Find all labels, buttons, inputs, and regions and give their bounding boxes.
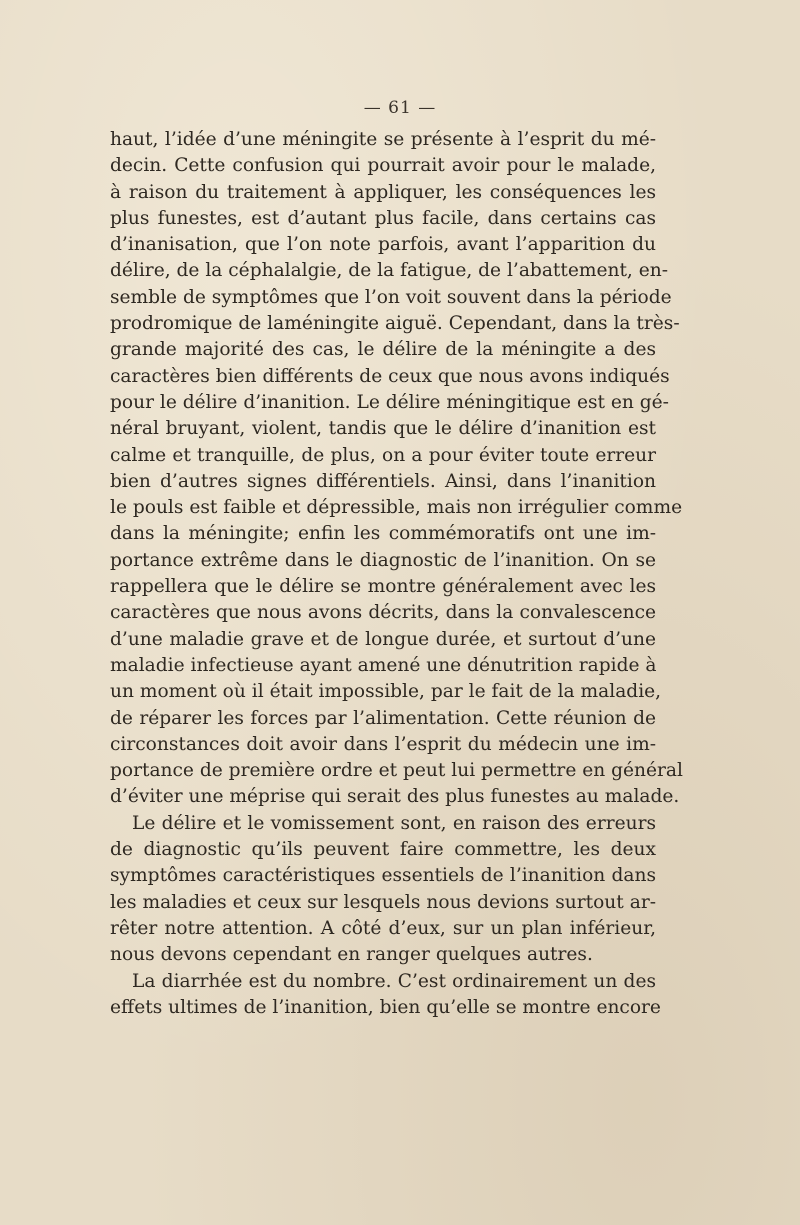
text-line: de diagnostic qu’ils peuvent faire commettre, les deux — [110, 839, 656, 861]
text-line: nous devons cependant en ranger quelques autres. — [110, 944, 593, 966]
text-line: le pouls est faible et dépressible, mais non irrégulier comme — [110, 497, 683, 519]
text-line: d’éviter une méprise qui serait des plus funestes au malade. — [110, 786, 680, 808]
body-text — [110, 127, 683, 1021]
text-line: calme et tranquille, de plus, on a pour éviter toute erreur — [110, 444, 656, 466]
text-line: semble de symptômes que l’on voit souvent dans la période — [110, 286, 672, 308]
text-line: decin. Cette confusion qui pourrait avoir pour le malade, — [110, 155, 656, 177]
text-line: de réparer les forces par l’alimentation. Cette réunion de — [110, 707, 656, 729]
text-line: pour le délire d’inanition. Le délire méningitique est en gé- — [110, 391, 669, 413]
text-line: symptômes caractéristiques essentiels de l’inanition dans — [110, 865, 656, 887]
text-line: les maladies et ceux sur lesquels nous devions surtout ar- — [110, 891, 656, 913]
text-line: à raison du traitement à appliquer, les conséquences les — [110, 181, 656, 203]
text-line: Le délire et le vomissement sont, en raison des erreurs — [132, 812, 656, 834]
text-line: dans la méningite; enfin les commémoratifs ont une im- — [110, 523, 656, 545]
text-line: délire, de la céphalalgie, de la fatigue, de l’abattement, en- — [110, 260, 669, 282]
text-line: rappellera que le délire se montre généralement avec les — [110, 576, 656, 598]
text-line: plus funestes, est d’autant plus facile, dans certains cas — [110, 207, 656, 229]
text-line: d’inanisation, que l’on note parfois, avant l’apparition du — [110, 234, 656, 256]
text-line: maladie infectieuse ayant amené une dénutrition rapide à — [110, 654, 657, 676]
text-line: portance de première ordre et peut lui permettre en général — [110, 760, 683, 782]
page-number: — 61 — — [363, 98, 437, 118]
text-line: prodromique de laméningite aiguë. Cependant, dans la très- — [110, 313, 680, 335]
text-line: effets ultimes de l’inanition, bien qu’elle se montre encore — [110, 996, 661, 1018]
text-line: haut, l’idée d’une méningite se présente à l’esprit du mé- — [110, 129, 656, 150]
text-line: caractères bien différents de ceux que nous avons indiqués — [110, 365, 670, 387]
text-line: circonstances doit avoir dans l’esprit du médecin une im- — [110, 733, 656, 755]
text-line: rêter notre attention. A côté d’eux, sur un plan inférieur, — [110, 917, 656, 939]
text-line: d’une maladie grave et de longue durée, et surtout d’une — [110, 628, 656, 650]
text-line: caractères que nous avons décrits, dans la convalescence — [110, 602, 656, 624]
text-line: grande majorité des cas, le délire de la méningite a des — [110, 339, 656, 361]
text-line: néral bruyant, violent, tandis que le délire d’inanition est — [110, 418, 656, 440]
text-line: portance extrême dans le diagnostic de l’inanition. On se — [110, 549, 656, 571]
text-line: bien d’autres signes différentiels. Ainsi, dans l’inanition — [110, 470, 656, 492]
text-line: un moment où il était impossible, par le fait de la maladie, — [110, 681, 662, 703]
text-line: La diarrhée est du nombre. C’est ordinairement un des — [132, 970, 656, 992]
